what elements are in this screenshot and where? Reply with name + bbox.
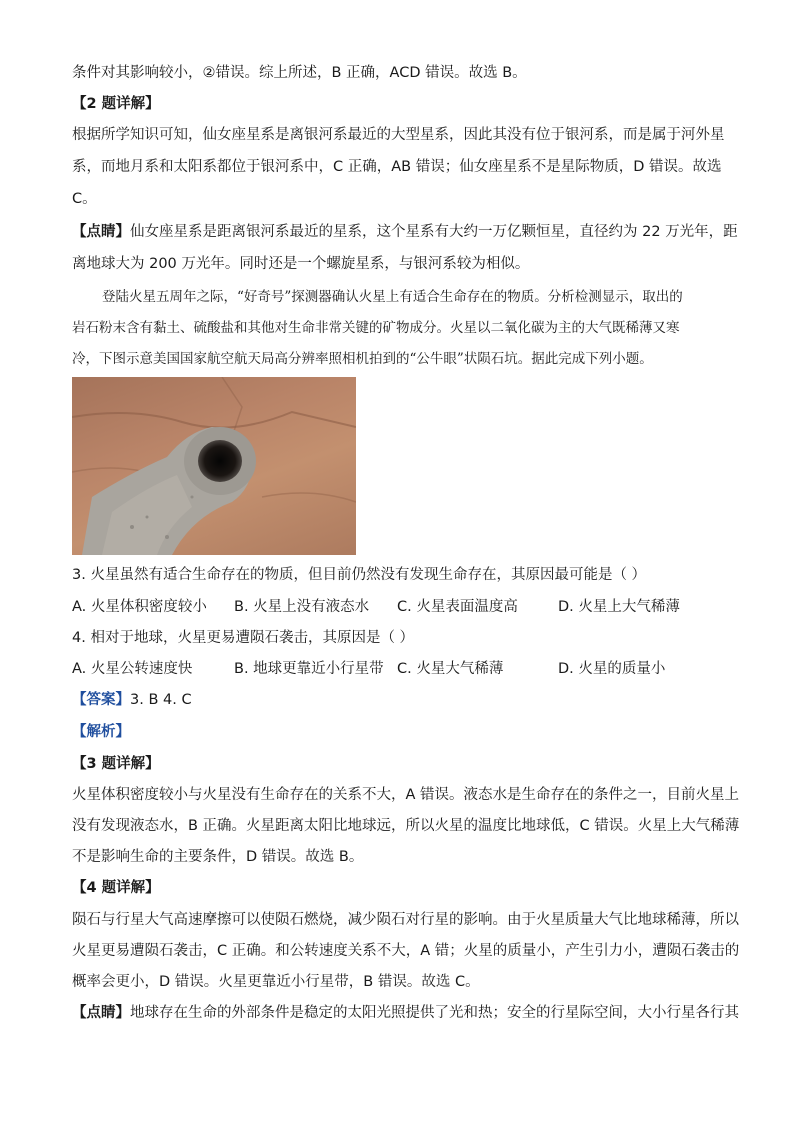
section-heading: 【4 题详解】 [72,880,160,896]
text-line: 系，而地月系和太阳系都位于银河系中，C 正确，AB 错误；仙女座星系不是星际物质，D 错误。故选 [72,159,722,175]
mars-crater-photo [72,377,356,555]
text-line: 根据所学知识可知，仙女座星系是离银河系最近的大型星系，因此其没有位于银河系，而是属于河外星 [72,127,725,143]
answer-label: 【答案】 [72,692,130,708]
tip-text: 地球存在生命的外部条件是稳定的太阳光照提供了光和热；安全的行星际空间，大小行星各行其 [130,1005,739,1021]
tip-label: 【点睛】 [72,1005,130,1021]
tip-text: 仙女座星系是距离银河系最近的星系，这个星系有大约一万亿颗恒星，直径约为 22 万光年，距 [130,224,738,240]
q3-option-a[interactable]: A. 火星体积密度较小 [72,599,207,615]
tip-paragraph [72,1002,739,1024]
crater-illustration [72,377,356,555]
q4-option-d[interactable]: D. 火星的质量小 [558,661,666,677]
text-line: 没有发现液态水，B 正确。火星距离太阳比地球远，所以火星的温度比地球低，C 错误。火星上大气稀薄 [72,818,740,834]
q4-option-c[interactable]: C. 火星大气稀薄 [397,661,504,677]
tip-label: 【点睛】 [72,224,130,240]
q3-option-c[interactable]: C. 火星表面温度高 [397,599,518,615]
text-line: 概率会更小，D 错误。火星更靠近小行星带，B 错误。故选 C。 [72,974,480,990]
q3-option-b[interactable]: B. 火星上没有液态水 [234,599,370,615]
text-line: 陨石与行星大气高速摩擦可以使陨石燃烧，减少陨石对行星的影响。由于火星质量大气比地球稀薄，所以 [72,912,739,928]
question-3: 3. 火星虽然有适合生命存在的物质，但目前仍然没有发现生命存在，其原因最可能是（ ） [72,567,647,583]
text-line: 不是影响生命的主要条件，D 错误。故选 B。 [72,849,364,865]
text-line: C。 [72,191,97,207]
text-line: 火星体积密度较小与火星没有生命存在的关系不大，A 错误。液态水是生命存在的条件之一，目前火星上 [72,787,740,803]
stem-line: 岩石粉末含有黏土、硫酸盐和其他对生命非常关键的矿物成分。火星以二氧化碳为主的大气既稀薄又寒 [72,320,680,336]
answer-line [72,689,192,711]
tip-paragraph [72,221,738,243]
text-line: 条件对其影响较小，②错误。综上所述，B 正确，ACD 错误。故选 B。 [72,65,527,81]
text-line: 离地球大为 200 万光年。同时还是一个螺旋星系，与银河系较为相似。 [72,256,530,272]
answer-text: 3. B 4. C [130,692,192,708]
stem-line: 登陆火星五周年之际，“好奇号”探测器确认火星上有适合生命存在的物质。分析检测显示，取出的 [102,289,683,305]
text-line: 火星更易遭陨石袭击，C 正确。和公转速度关系不大，A 错；火星的质量小，产生引力小，遭陨石袭击的 [72,943,740,959]
q4-option-b[interactable]: B. 地球更靠近小行星带 [234,661,384,677]
analysis-label: 【解析】 [72,724,130,740]
q3-option-d[interactable]: D. 火星上大气稀薄 [558,599,680,615]
stem-line: 冷，下图示意美国国家航空航天局高分辨率照相机拍到的“公牛眼”状陨石坑。据此完成下列小题。 [72,351,653,367]
question-4: 4. 相对于地球，火星更易遭陨石袭击，其原因是（ ） [72,630,415,646]
section-heading: 【2 题详解】 [72,96,160,112]
q4-option-a[interactable]: A. 火星公转速度快 [72,661,193,677]
section-heading: 【3 题详解】 [72,756,160,772]
